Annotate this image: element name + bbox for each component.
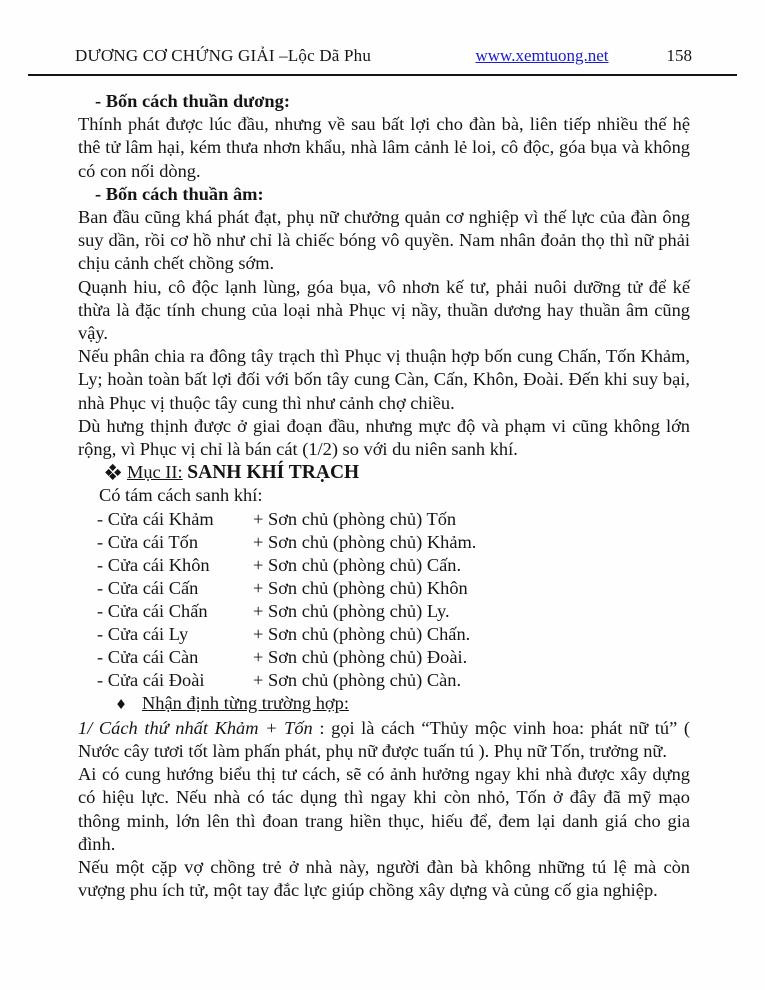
- heading-pure-yin: - Bốn cách thuần âm:: [95, 183, 264, 204]
- case1-paragraph-2: Ai có cung hướng biểu thị tư cách, sẽ có ảnh hưởng ngay khi nhà được xây dựng có hiệu lực. Nếu nhà có tác dụng thì ngay khi còn nhỏ, Tốn ở đây đã mỹ mạo thông minh, lớn lên thì đoan trang hiền thục, hiếu để, đem lại danh giá cho gia đình.: [78, 764, 690, 854]
- case1-paragraph-3: Nếu một cặp vợ chồng trẻ ở nhà này, người đàn bà không những tú lệ mà còn vượng phu ích tử, một tay đắc lực giúp chồng xây dựng và củng cố gia nghiệp.: [78, 857, 690, 901]
- master-cell: + Sơn chủ (phòng chủ) Tốn: [253, 508, 457, 529]
- section-intro: Có tám cách sanh khí:: [99, 485, 263, 506]
- door-cell: - Cửa cái Khôn: [97, 554, 210, 575]
- case1-paragraph-1: [78, 717, 690, 763]
- website-link[interactable]: www.xemtuong.net: [475, 46, 609, 65]
- pair-row: [78, 577, 690, 600]
- master-cell: + Sơn chủ (phòng chủ) Đoài.: [253, 646, 468, 667]
- master-cell: + Sơn chủ (phòng chủ) Càn.: [253, 669, 462, 690]
- note-heading: Nhận định từng trường hợp:: [142, 692, 349, 713]
- page-number: 158: [666, 46, 692, 65]
- door-cell: - Cửa cái Khảm: [97, 508, 214, 529]
- document-body: [0, 76, 765, 902]
- pair-row: [78, 623, 690, 646]
- note-heading-line: [78, 692, 690, 717]
- section-label: Mục II:: [127, 462, 183, 483]
- paragraph-pure-yin-4: Dù hưng thịnh được ở giai đoạn đầu, nhưng mực độ và phạm vi cũng không lớn rộng, vì Phục vị chỉ là bán cát (1/2) so với du niên sanh khí.: [78, 415, 690, 460]
- master-cell: + Sơn chủ (phòng chủ) Ly.: [253, 600, 450, 621]
- paragraph-pure-yin-2: Quạnh hiu, cô độc lạnh lùng, góa bụa, vô nhơn kế tư, phải nuôi dưỡng tử để kế thừa là đặc tính chung của loại nhà Phục vị nầy, thuần dương hay thuần âm cũng vậy.: [78, 276, 690, 344]
- master-cell: + Sơn chủ (phòng chủ) Khảm.: [253, 531, 477, 552]
- small-diamond-icon: ♦: [115, 696, 128, 713]
- master-cell: + Sơn chủ (phòng chủ) Khôn: [253, 577, 468, 598]
- master-cell: + Sơn chủ (phòng chủ) Cấn.: [253, 554, 462, 575]
- heading-pure-yang: - Bốn cách thuần dương:: [95, 91, 290, 111]
- case1-lead: 1/ Cách thứ nhất Khảm + Tốn: [78, 717, 313, 738]
- case1-text: : gọi là cách “Thủy mộc vinh hoa: phát nữ tú” ( Nước cây tươi tốt làm phấn phát, phụ nữ được tuấn tú ). Phụ nữ Tốn, trưởng nữ.: [78, 717, 690, 762]
- document-title: DƯƠNG CƠ CHỨNG GIẢI –Lộc Dã Phu: [75, 46, 372, 65]
- door-cell: - Cửa cái Càn: [97, 646, 199, 667]
- paragraph-pure-yin-1: Ban đầu cũng khá phát đạt, phụ nữ chưởng quản cơ nghiệp vì thế lực của đàn ông suy dần, rồi cơ hồ như chỉ là chiếc bóng vô quyền. Nam nhân đoản thọ thì nữ phải chịu cảnh chết chồng sớm.: [78, 207, 690, 274]
- pair-row: [78, 669, 690, 692]
- page-header: [0, 0, 765, 66]
- pair-row: [78, 600, 690, 623]
- door-cell: - Cửa cái Ly: [97, 623, 189, 644]
- four-diamond-icon: [106, 465, 120, 479]
- section-heading: [78, 461, 690, 484]
- door-cell: - Cửa cái Chấn: [97, 600, 208, 621]
- section-title: SANH KHÍ TRẠCH: [187, 462, 360, 484]
- door-cell: - Cửa cái Đoài: [97, 669, 205, 690]
- paragraph-pure-yang: Thính phát được lúc đầu, nhưng về sau bất lợi cho đàn bà, liên tiếp nhiều thế hệ thê tử lâm hại, kém thưa nhơn khẩu, nhà lâm cảnh lẻ loi, cô độc, góa bụa và không có con nối dòng.: [78, 114, 690, 181]
- pair-row: [78, 508, 690, 531]
- master-cell: + Sơn chủ (phòng chủ) Chấn.: [253, 623, 471, 644]
- sanh-khi-pair-list: [78, 508, 690, 692]
- pair-row: [78, 531, 690, 554]
- paragraph-pure-yin-3: Nếu phân chia ra đông tây trạch thì Phục vị thuận hợp bốn cung Chấn, Tốn Khảm, Ly; hoàn toàn bất lợi đối với bốn tây cung Càn, Cấn, Khôn, Đoài. Đến khi suy bại, nhà Phục vị thuộc tây cung thì như cảnh chợ chiều.: [78, 346, 690, 413]
- door-cell: - Cửa cái Cấn: [97, 577, 199, 598]
- pair-row: [78, 554, 690, 577]
- pair-row: [78, 646, 690, 669]
- door-cell: - Cửa cái Tốn: [97, 531, 199, 552]
